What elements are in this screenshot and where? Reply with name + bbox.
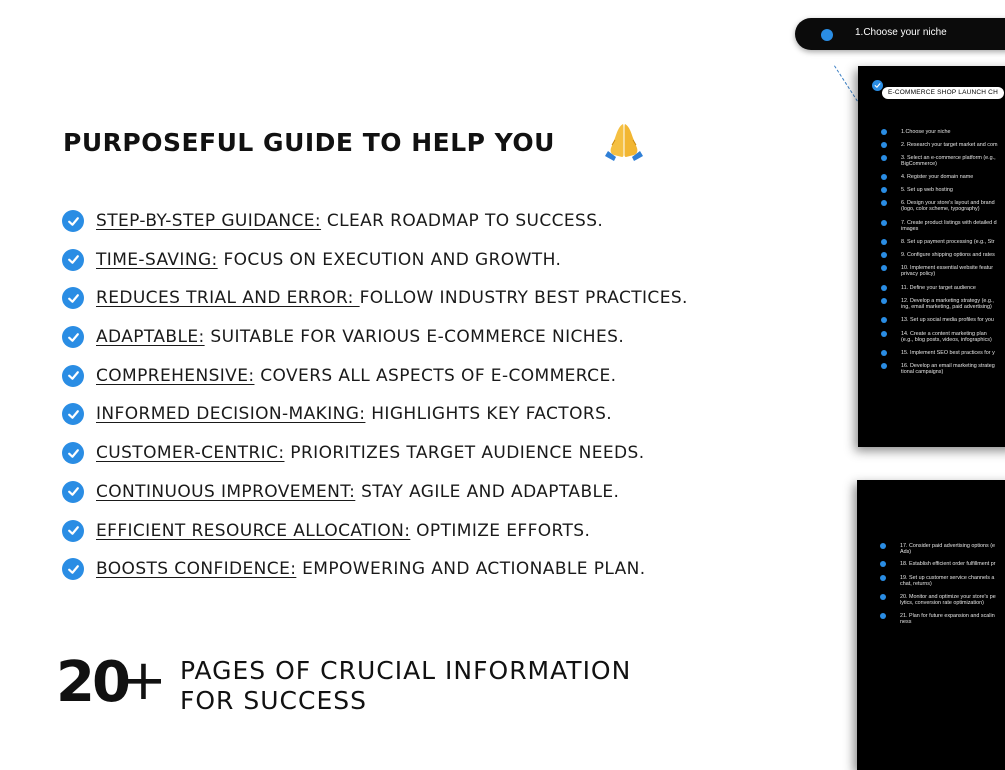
- bullet-dot-icon: [881, 298, 887, 304]
- check-circle-icon: [62, 210, 84, 232]
- check-circle-icon: [62, 558, 84, 580]
- checklist-item-text: 10. Implement essential website featur privacy policy): [901, 265, 993, 277]
- feature-item: [62, 363, 688, 402]
- checklist-items: [858, 66, 1005, 447]
- pages-caption-line: FOR SUCCESS: [180, 686, 367, 715]
- checklist-item-text: 20. Monitor and optimize your store's pe lytics, conversion rate optimization): [900, 594, 996, 606]
- bullet-dot-icon: [880, 543, 886, 549]
- checklist-item-text: 19. Set up customer service channels a chat, returns): [900, 575, 995, 587]
- checklist-item-text: 1.Choose your niche: [901, 129, 951, 135]
- feature-description: OPTIMIZE EFFORTS.: [410, 520, 591, 541]
- feature-description: PRIORITIZES TARGET AUDIENCE NEEDS.: [284, 443, 645, 464]
- bullet-dot-icon: [881, 200, 887, 206]
- pages-caption-line: PAGES OF CRUCIAL INFORMATION: [180, 656, 632, 685]
- feature-key: TIME-SAVING:: [96, 249, 218, 270]
- checklist-items: [857, 480, 1005, 770]
- checklist-item-text: 13. Set up social media profiles for you: [901, 317, 994, 323]
- feature-text: [96, 208, 603, 234]
- bullet-dot-icon: [881, 331, 887, 337]
- feature-key: BOOSTS CONFIDENCE:: [96, 559, 297, 580]
- feature-text: [96, 285, 688, 311]
- feature-description: SUITABLE FOR VARIOUS E-COMMERCE NICHES.: [204, 327, 625, 348]
- bullet-dot-icon: [881, 265, 887, 271]
- bullet-dot-icon: [821, 29, 833, 41]
- feature-description: CLEAR ROADMAP TO SUCCESS.: [321, 211, 604, 231]
- checklist-item-text: 18. Establish efficient order fulfillment pr: [900, 561, 996, 567]
- feature-item: [62, 208, 688, 247]
- bullet-dot-icon: [880, 613, 886, 619]
- feature-key: EFFICIENT RESOURCE ALLOCATION:: [96, 520, 411, 541]
- checklist-item-text: 17. Consider paid advertising options (e Ads): [900, 543, 995, 555]
- check-circle-icon: [62, 403, 84, 425]
- checklist-title: E-COMMERCE SHOP LAUNCH CH: [882, 87, 1004, 99]
- bullet-dot-icon: [880, 575, 886, 581]
- bullet-dot-icon: [881, 220, 887, 226]
- bullet-dot-icon: [880, 594, 886, 600]
- checklist-item-text: 2. Research your target market and com: [901, 142, 998, 148]
- feature-key: ADAPTABLE:: [96, 327, 205, 348]
- checklist-item-text: 6. Design your store's layout and brand (logo, color scheme, typography): [901, 200, 995, 212]
- feature-text: [96, 401, 612, 427]
- feature-description: FOLLOW INDUSTRY BEST PRACTICES.: [359, 288, 688, 309]
- checklist-item-text: 5. Set up web hosting: [901, 187, 953, 193]
- checklist-item-text: 3. Select an e-commerce platform (e.g., BigCommerce): [901, 155, 996, 167]
- checklist-page-preview: [857, 480, 1005, 770]
- checklist-item-text: 16. Develop an email marketing strateg tional campaigns): [901, 363, 995, 375]
- bullet-dot-icon: [881, 239, 887, 245]
- feature-description: EMPOWERING AND ACTIONABLE PLAN.: [296, 559, 646, 580]
- feature-item: [62, 247, 688, 286]
- bullet-dot-icon: [881, 350, 887, 356]
- bullet-dot-icon: [881, 174, 887, 180]
- pages-count: 20: [56, 650, 128, 715]
- bullet-dot-icon: [881, 129, 887, 135]
- feature-item: [62, 401, 688, 440]
- checklist-item-text: 9. Configure shipping options and rates: [901, 252, 995, 258]
- feature-key: STEP-BY-STEP GUIDANCE:: [96, 211, 322, 231]
- bullet-dot-icon: [881, 252, 887, 258]
- bullet-dot-icon: [881, 155, 887, 161]
- feature-text: [96, 440, 645, 466]
- feature-description: STAY AGILE AND ADAPTABLE.: [355, 481, 620, 502]
- checklist-item-text: 12. Develop a marketing strategy (e.g., ing, email marketing, paid advertising): [901, 298, 994, 310]
- page-headline: PURPOSEFUL GUIDE TO HELP YOU: [63, 128, 555, 157]
- feature-text: [96, 518, 590, 544]
- feature-item: [62, 556, 688, 595]
- check-circle-icon: [62, 442, 84, 464]
- checklist-item-text: 11. Define your target audience: [901, 285, 976, 291]
- pages-plus: +: [120, 648, 167, 713]
- check-circle-icon: [62, 481, 84, 503]
- feature-item: [62, 285, 688, 324]
- feature-key: COMPREHENSIVE:: [96, 365, 255, 386]
- feature-text: [96, 556, 646, 582]
- feature-key: REDUCES TRIAL AND ERROR:: [96, 288, 360, 309]
- feature-item: [62, 518, 688, 557]
- checklist-item-text: 14. Create a content marketing plan (e.g., blog posts, videos, infographics): [901, 331, 992, 343]
- feature-key: CONTINUOUS IMPROVEMENT:: [96, 481, 356, 502]
- check-circle-icon: [62, 287, 84, 309]
- bullet-dot-icon: [881, 142, 887, 148]
- feature-list: [62, 208, 688, 595]
- checklist-item-text: 7. Create product listings with detailed d images: [901, 220, 997, 232]
- feature-item: [62, 479, 688, 518]
- bullet-dot-icon: [880, 561, 886, 567]
- checklist-item-text: 21. Plan for future expansion and scalin ness: [900, 613, 995, 625]
- pill-label: 1.Choose your niche: [855, 27, 947, 38]
- feature-text: [96, 363, 616, 389]
- feature-item: [62, 324, 688, 363]
- checklist-item-text: 15. Implement SEO best practices for y: [901, 350, 995, 356]
- checklist-item-text: 8. Set up payment processing (e.g., Str: [901, 239, 995, 245]
- pages-caption: [180, 656, 631, 716]
- checklist-page-preview: [858, 66, 1005, 447]
- feature-key: CUSTOMER-CENTRIC:: [96, 443, 285, 464]
- folded-hands-icon: [602, 118, 646, 162]
- bullet-dot-icon: [881, 187, 887, 193]
- bullet-dot-icon: [881, 285, 887, 291]
- feature-text: [96, 324, 624, 350]
- check-circle-icon: [62, 326, 84, 348]
- checklist-item-text: 4. Register your domain name: [901, 174, 974, 180]
- feature-description: HIGHLIGHTS KEY FACTORS.: [365, 404, 613, 425]
- feature-description: COVERS ALL ASPECTS OF E-COMMERCE.: [254, 365, 617, 386]
- bullet-dot-icon: [881, 363, 887, 369]
- check-circle-icon: [62, 365, 84, 387]
- feature-text: [96, 479, 619, 505]
- feature-key: INFORMED DECISION-MAKING:: [96, 404, 366, 425]
- preview-step-pill: [795, 18, 1005, 50]
- feature-item: [62, 440, 688, 479]
- feature-description: FOCUS ON EXECUTION AND GROWTH.: [217, 249, 562, 270]
- check-circle-icon: [62, 249, 84, 271]
- check-circle-icon: [62, 520, 84, 542]
- feature-text: [96, 247, 561, 273]
- bullet-dot-icon: [881, 317, 887, 323]
